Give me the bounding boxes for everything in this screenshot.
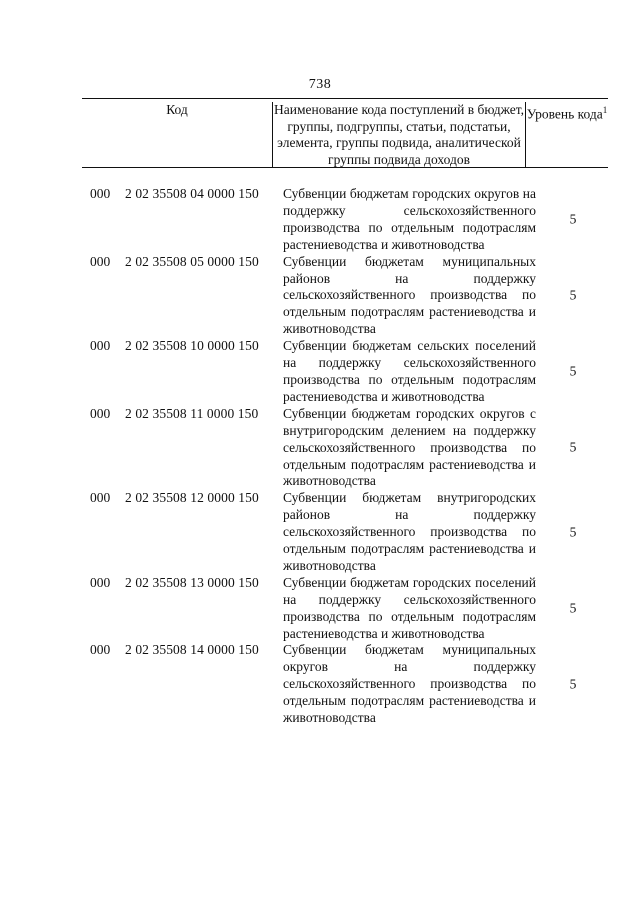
row-name: Субвенции бюджетам внутригородских районов на поддержку сельскохозяйственного производства по отдельным подотраслям растениеводства и животноводства bbox=[283, 490, 536, 573]
row-code: 2 02 35508 14 0000 150 bbox=[125, 642, 259, 658]
row-name: Субвенции бюджетам городских округов с внутригородским делением на поддержку сельскохозяйственного производства по отдельным подотраслям растениеводства и животноводства bbox=[283, 405, 536, 489]
row-name: Субвенции бюджетам городских поселений на поддержку сельскохозяйственного производства по отдельным подотраслям растениеводства и животноводства bbox=[283, 574, 536, 641]
header-level-footnote: 1 bbox=[602, 105, 608, 115]
row-level: 5 bbox=[569, 600, 577, 616]
table-row bbox=[0, 575, 640, 643]
row-name: Субвенции бюджетам сельских поселений на поддержку сельскохозяйственного производства по отдельным подотраслям растениеводства и животноводства bbox=[283, 338, 536, 404]
table-body bbox=[0, 186, 640, 727]
table-row bbox=[0, 406, 640, 491]
row-admin-code: 000 bbox=[90, 253, 111, 269]
header-level-label: Уровень кода bbox=[526, 106, 603, 122]
row-level: 5 bbox=[569, 524, 577, 540]
row-name: Субвенции бюджетам муниципальных округов на поддержку сельскохозяйственного производства по отдельным подотраслям растениеводства и животноводства bbox=[283, 642, 536, 726]
row-level: 5 bbox=[569, 676, 577, 692]
row-code: 2 02 35508 10 0000 150 bbox=[125, 338, 259, 354]
row-admin-code: 000 bbox=[90, 338, 111, 354]
row-admin-code: 000 bbox=[90, 642, 111, 658]
row-level: 5 bbox=[569, 211, 577, 227]
row-code: 2 02 35508 13 0000 150 bbox=[125, 574, 259, 590]
row-code: 2 02 35508 12 0000 150 bbox=[125, 490, 259, 506]
row-admin-code: 000 bbox=[90, 490, 111, 506]
row-name: Субвенции бюджетам муниципальных районов на поддержку сельскохозяйственного производства по отдельным подотраслям растениеводства и животноводства bbox=[283, 253, 536, 337]
header-level bbox=[526, 102, 608, 123]
header-code: Код bbox=[166, 102, 188, 117]
row-admin-code: 000 bbox=[90, 186, 111, 201]
table-row bbox=[0, 338, 640, 406]
header-name: Наименование кода поступлений в бюджет, группы, подгруппы, статьи, подстатьи, элемента, группы подвида, аналитической группы подвида доходов bbox=[273, 102, 524, 167]
table-header bbox=[82, 98, 608, 168]
row-level: 5 bbox=[569, 287, 577, 303]
row-admin-code: 000 bbox=[90, 574, 111, 590]
table-row bbox=[0, 186, 640, 254]
row-name: Субвенции бюджетам городских округов на поддержку сельскохозяйственного производства по отдельным подотраслям растениеводства и животноводства bbox=[283, 186, 536, 252]
row-code: 2 02 35508 04 0000 150 bbox=[125, 186, 259, 201]
row-code: 2 02 35508 11 0000 150 bbox=[125, 405, 259, 421]
row-code: 2 02 35508 05 0000 150 bbox=[125, 253, 259, 269]
row-level: 5 bbox=[569, 363, 577, 379]
table-row bbox=[0, 254, 640, 339]
page-number: 738 bbox=[308, 77, 332, 92]
table-row bbox=[0, 490, 640, 575]
row-admin-code: 000 bbox=[90, 405, 111, 421]
table-row bbox=[0, 642, 640, 727]
row-level: 5 bbox=[569, 439, 577, 455]
